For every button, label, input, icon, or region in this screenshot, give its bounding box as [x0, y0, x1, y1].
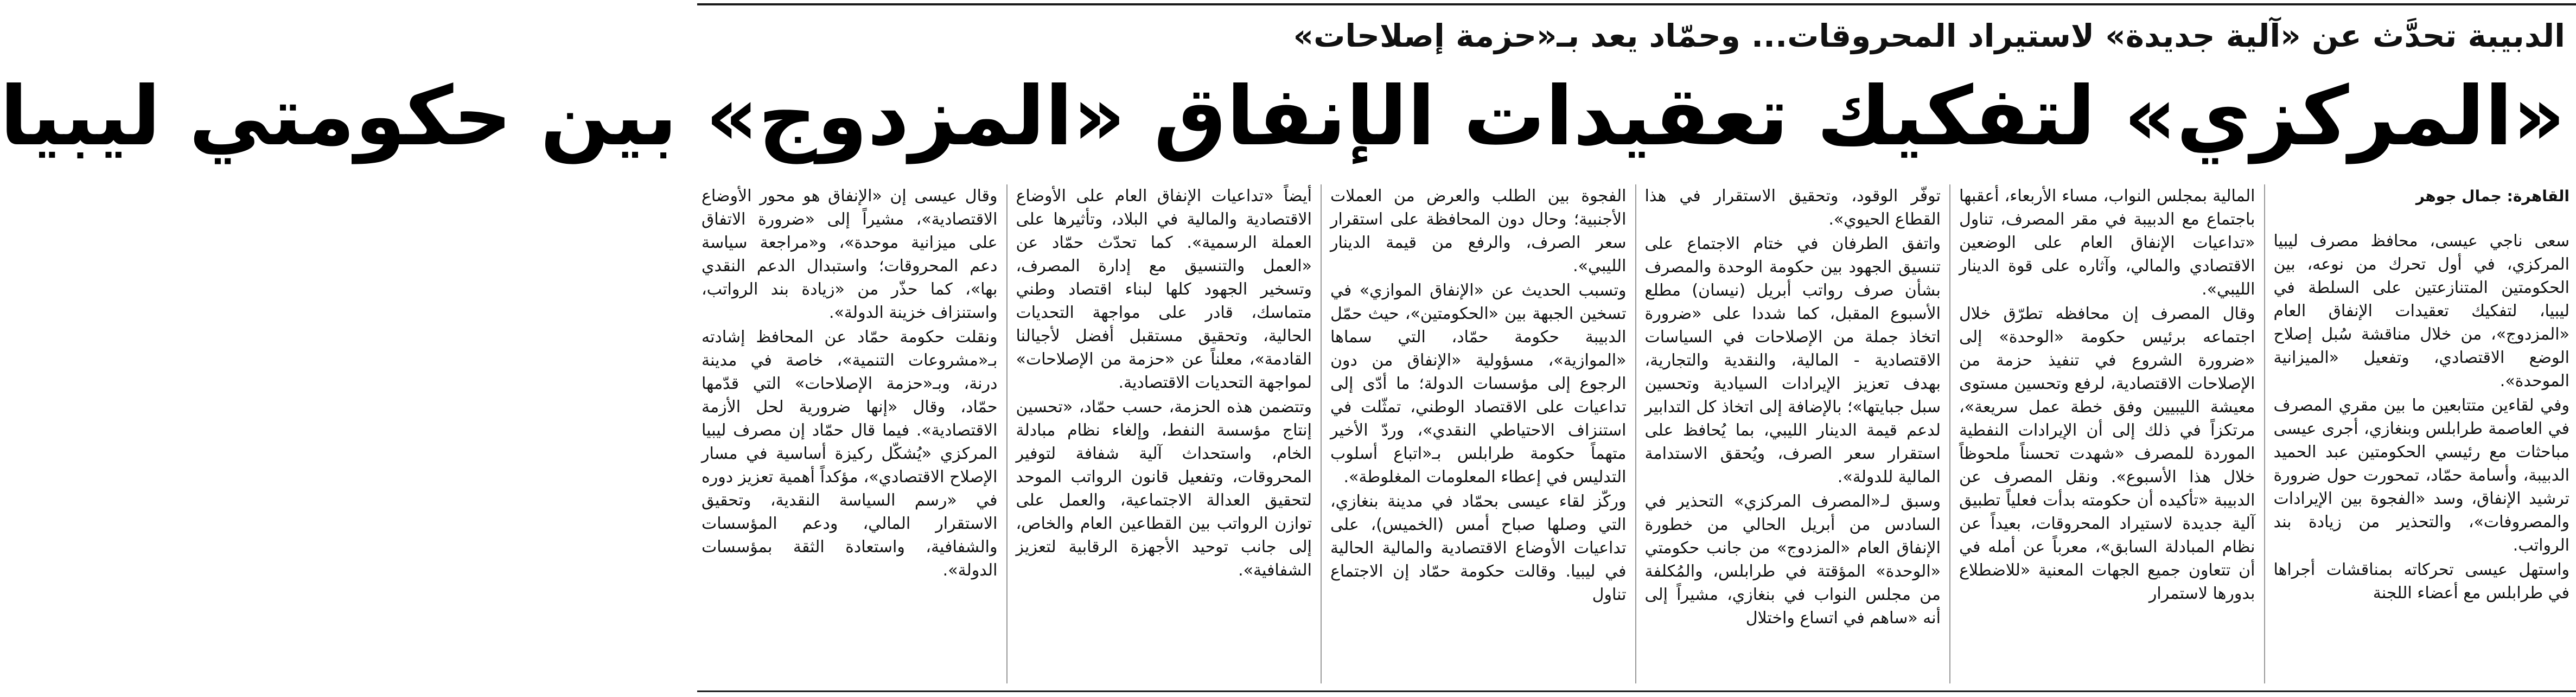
paragraph: وتتضمن هذه الحزمة، حسب حمّاد، «تحسين إنتاج مؤسسة النفط، وإلغاء نظام مبادلة الخام، واستحداث آلية شفافة لتوفير المحروقات، وتفعيل قانون الرواتب الموحد لتحقيق العدالة الاجتماعية، والعمل على توازن الرواتب بين القطاعين العام والخاص، إلى جانب توحيد الأجهزة الرقابية لتعزيز الشفافية». [1016, 398, 1312, 580]
article-column-1 [2274, 184, 2570, 683]
bottom-rule [697, 690, 2576, 692]
paragraph: أيضاً «تداعيات الإنفاق العام على الأوضاع الاقتصادية والمالية في البلاد، وتأثيرها على العملة الرسمية». كما تحدّث حمّاد عن «العمل والتنسيق مع إدارة المصرف، وتسخير الجهود كلها لبناء اقتصاد وطني متماسك، قادر على مواجهة التحديات الحالية، وتحقيق مستقبل أفضل لأجيالنا القادمة»، معلناً عن «حزمة من الإصلاحات» لمواجهة التحديات الاقتصادية. [1016, 187, 1312, 392]
headline: «المركزي» لتفكيك تعقيدات الإنفاق «المزدوج» بين حكومتي ليبيا [0, 69, 2565, 164]
paragraph: المالية بمجلس النواب، مساء الأربعاء، أعقبها باجتماع مع الدبيبة في مقر المصرف، تناول «تداعيات الإنفاق العام على الوضعين الاقتصادي والمالي، وآثاره على قوة الدينار الليبي». [1959, 187, 2255, 299]
paragraph: واستهل عيسى تحركاته بمناقشات أجراها في طرابلس مع أعضاء اللجنة [2273, 560, 2569, 603]
paragraph: وقال المصرف إن محافظه تطرّق خلال اجتماعه برئيس حكومة «الوحدة» إلى «ضرورة الشروع في تنفيذ حزمة من الإصلاحات الاقتصادية، لرفع وتحسين مستوى معيشة الليبيين وفق خطة عمل سريعة»، مرتكزاً في ذلك إلى أن الإيرادات النفطية الموردة للمصرف «شهدت تحسناً ملحوظاً خلال هذا الأسبوع». ونقل المصرف عن الدبيبة «تأكيده أن حكومته بدأت فعلياً تطبيق آلية جديدة لاستيراد المحروقات، بعيداً عن نظام المبادلة السابق»، معرباً عن أمله في أن تتعاون جميع الجهات المعنية «للاضطلاع بدورها لاستمرار [1959, 304, 2255, 603]
paragraph: وركّز لقاء عيسى بحمّاد في مدينة بنغازي، التي وصلها صباح أمس (الخميس)، على تداعيات الأوضاع الاقتصادية والمالية الحالية في ليبيا. وقالت حكومة حمّاد إن الاجتماع تناول [1330, 492, 1627, 604]
article-body [702, 184, 2569, 683]
paragraph: توفّر الوقود، وتحقيق الاستقرار في هذا القطاع الحيوي». [1644, 187, 1941, 229]
paragraph: ونقلت حكومة حمّاد عن المحافظ إشادته بـ«مشروعات التنمية»، خاصة في مدينة درنة، وبـ«حزمة الإصلاحات» التي قدّمها حمّاد، وقال «إنها ضرورية لحل الأزمة الاقتصادية». فيما قال حمّاد إن مصرف ليبيا المركزي «يُشكّل ركيزة أساسية في مسار الإصلاح الاقتصادي»، مؤكداً أهمية تعزيز دوره في «رسم السياسة النقدية، وتحقيق الاستقرار المالي، ودعم المؤسسات والشفافية، واستعادة الثقة بمؤسسات الدولة». [702, 328, 998, 580]
article-column-5 [1016, 184, 1312, 683]
article-column-3 [1645, 184, 1941, 683]
paragraph: وسبق لـ«المصرف المركزي» التحذير في السادس من أبريل الحالي من خطورة الإنفاق العام «المزدوج» من جانب حكومتي «الوحدة» المؤقتة في طرابلس، والمُكلفة من مجلس النواب في بنغازي، مشيراً إلى أنه «ساهم في اتساع واختلال [1644, 492, 1941, 628]
byline: القاهرة: جمال جوهر [2415, 187, 2569, 205]
paragraph: واتفق الطرفان في ختام الاجتماع على تنسيق الجهود بين حكومة الوحدة والمصرف بشأن صرف رواتب أبريل (نيسان) مطلع الأسبوع المقبل، كما شددا على «ضرورة اتخاذ جملة من الإصلاحات في السياسات الاقتصادية - المالية، والنقدية والتجارية، بهدف تعزيز الإيرادات السيادية وتحسين سبل جبايتها»؛ بالإضافة إلى اتخاذ كل التدابير لدعم قيمة الدينار الليبي، بما يُحافظ على استقرار سعر الصرف، ويُحقق الاستدامة المالية للدولة». [1644, 234, 1941, 487]
subheadline: الدبيبة تحدَّث عن «آلية جديدة» لاستيراد المحروقات... وحمّاد يعد بـ«حزمة إصلاحات» [1293, 17, 2565, 54]
paragraph: وتسبب الحديث عن «الإنفاق الموازي» في تسخين الجبهة بين «الحكومتين»، حيث حمّل الدبيبة حكومة حمّاد، التي سماها «الموازية»، مسؤولية «الإنفاق من دون الرجوع إلى مؤسسات الدولة؛ ما أدّى إلى تداعيات على الاقتصاد الوطني، تمثّلت في استنزاف الاحتياطي النقدي»، وردّ الأخير متهماً حكومة طرابلس بـ«اتباع أسلوب التدليس في إعطاء المعلومات المغلوطة». [1330, 281, 1627, 487]
article-column-4 [1330, 184, 1627, 683]
top-rule [697, 3, 2576, 5]
paragraph: وفي لقاءين متتابعين ما بين مقري المصرف في العاصمة طرابلس وبنغازي، أجرى عيسى مباحثات مع رئيسي الحكومتين عبد الحميد الدبيبة، وأسامة حمّاد، تمحورت حول ضرورة ترشيد الإنفاق، وسد «الفجوة بين الإيرادات والمصروفات»، والتحذير من زيادة بند الرواتب. [2273, 396, 2569, 555]
article-column-2 [1959, 184, 2255, 683]
article-column-6 [702, 184, 998, 683]
paragraph: سعى ناجي عيسى، محافظ مصرف ليبيا المركزي، في أول تحرك من نوعه، بين الحكومتين المتنازعتين على السلطة في ليبيا، لتفكيك تعقيدات الإنفاق العام «المزدوج»، من خلال مناقشة سُبل إصلاح الوضع الاقتصادي، وتفعيل «الميزانية الموحدة». [2273, 232, 2569, 391]
paragraph: وقال عيسى إن «الإنفاق هو محور الأوضاع الاقتصادية»، مشيراً إلى «ضرورة الاتفاق على ميزانية موحدة»، و«مراجعة سياسة دعم المحروقات؛ واستبدال الدعم النقدي بها»، كما حذّر من «زيادة بند الرواتب، واستنزاف خزينة الدولة». [702, 187, 998, 322]
paragraph: الفجوة بين الطلب والعرض من العملات الأجنبية؛ وحال دون المحافظة على استقرار سعر الصرف، والرفع من قيمة الدينار الليبي». [1330, 187, 1627, 276]
